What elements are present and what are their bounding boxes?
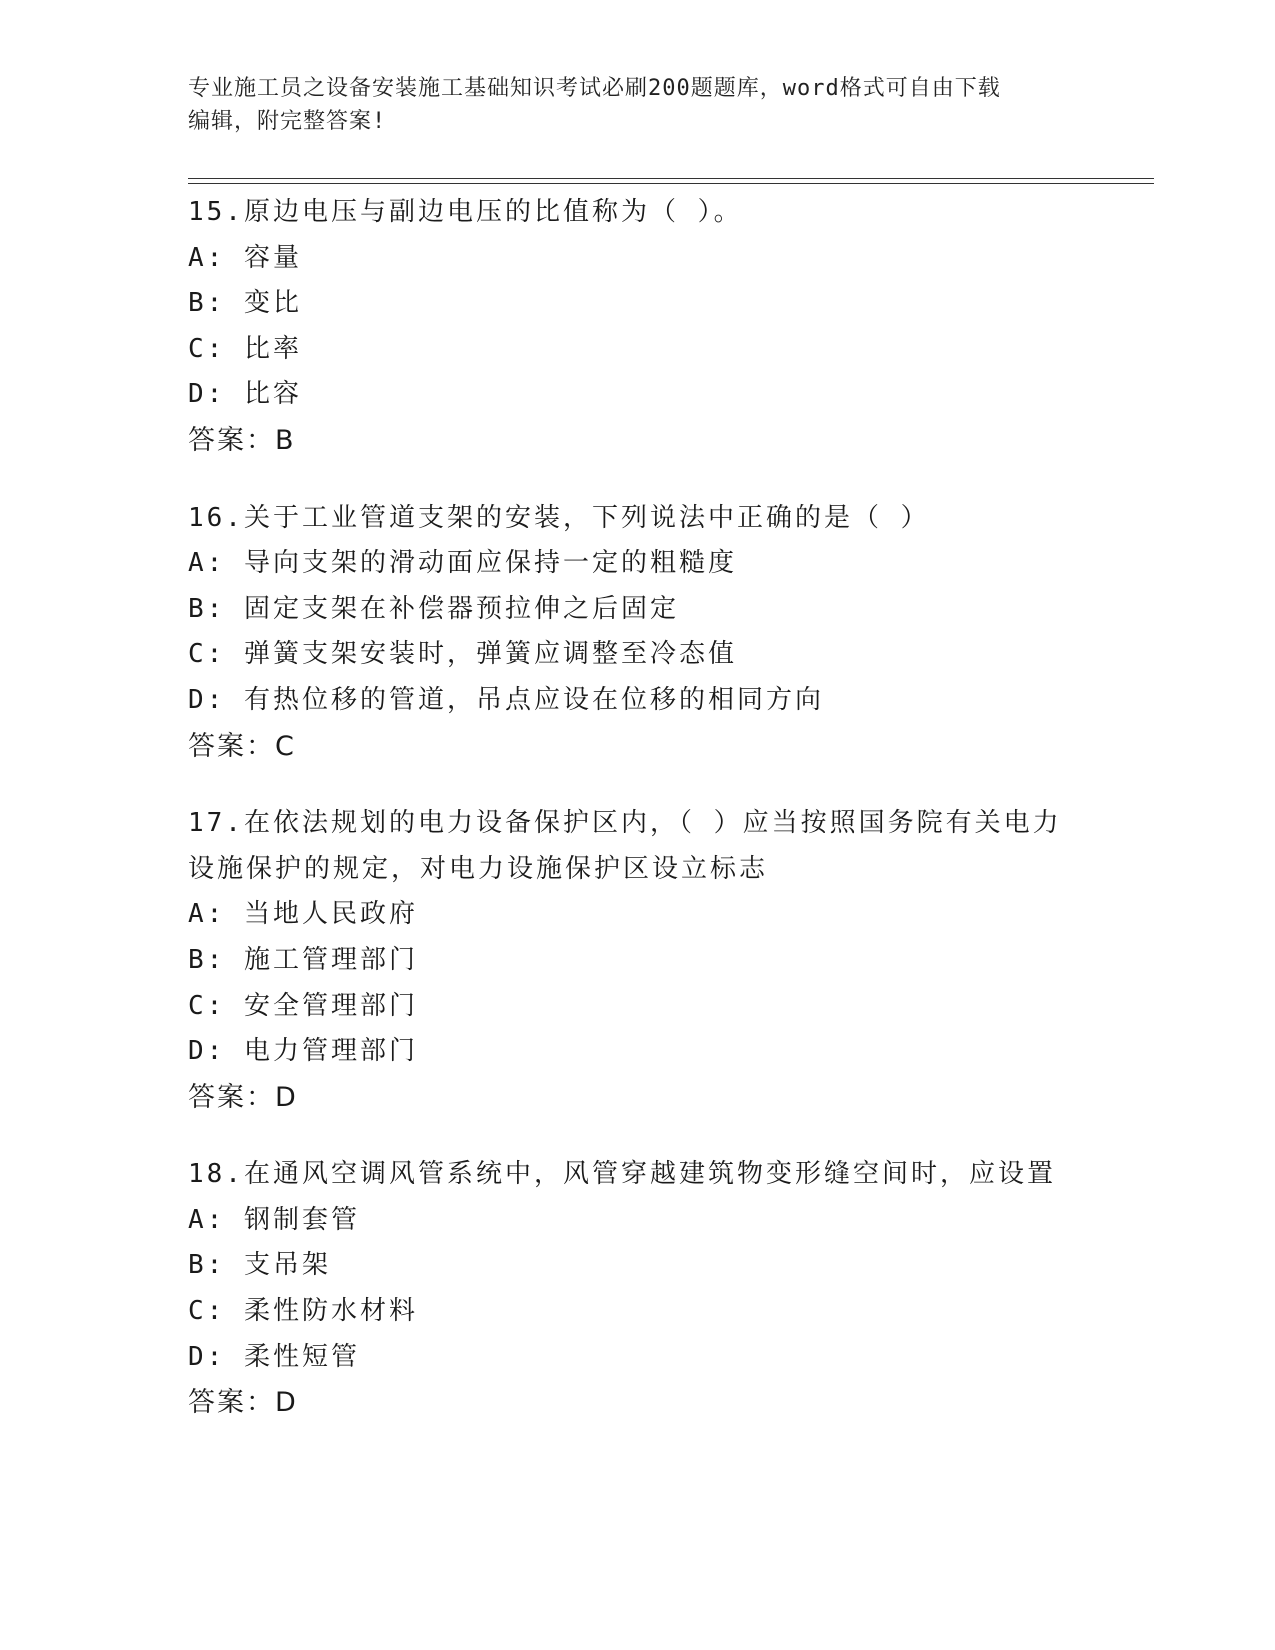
option-c: C: 柔性防水材料 xyxy=(188,1296,418,1327)
answer-line: 答案：B xyxy=(188,424,296,456)
question-16 xyxy=(188,496,1148,770)
option-b: B: 固定支架在补偿器预拉伸之后固定 xyxy=(188,593,679,624)
option-a: A: 钢制套管 xyxy=(188,1204,360,1235)
question-18 xyxy=(188,1152,1148,1426)
header-line-1: 专业施工员之设备安装施工基础知识考试必刷200题题库，word格式可自由下载 xyxy=(188,76,1001,101)
question-15 xyxy=(188,190,1148,464)
question-stem: 18.在通风空调风管系统中，风管穿越建筑物变形缝空间时，应设置 xyxy=(188,1159,1056,1190)
question-stem: 15.原边电压与副边电压的比值称为（ ）。 xyxy=(188,197,743,227)
option-c: C: 比率 xyxy=(188,333,302,364)
option-b: B: 支吊架 xyxy=(188,1250,331,1281)
header-divider-bottom xyxy=(188,183,1154,184)
answer-line: 答案：D xyxy=(188,1081,298,1113)
option-a: A: 导向支架的滑动面应保持一定的粗糙度 xyxy=(188,548,737,579)
option-d: D: 电力管理部门 xyxy=(188,1036,418,1067)
option-b: B: 变比 xyxy=(188,288,302,319)
answer-line: 答案：C xyxy=(188,730,296,762)
question-stem: 16.关于工业管道支架的安装，下列说法中正确的是（ ） xyxy=(188,502,930,533)
option-d: D: 柔性短管 xyxy=(188,1341,360,1372)
question-17 xyxy=(188,801,1148,1120)
question-stem-continued: 设施保护的规定，对电力设施保护区设立标志 xyxy=(188,853,769,884)
answer-line: 答案：D xyxy=(188,1387,298,1419)
document-header xyxy=(188,72,1088,138)
option-b: B: 施工管理部门 xyxy=(188,944,418,975)
option-d: D: 比容 xyxy=(188,379,302,410)
header-divider-top xyxy=(188,178,1154,179)
question-stem: 17.在依法规划的电力设备保护区内，（ ）应当按照国务院有关电力 xyxy=(188,808,1062,839)
option-c: C: 安全管理部门 xyxy=(188,990,418,1021)
question-list xyxy=(188,190,1148,1458)
header-line-2: 编辑，附完整答案! xyxy=(188,109,387,134)
option-d: D: 有热位移的管道，吊点应设在位移的相同方向 xyxy=(188,684,824,715)
option-c: C: 弹簧支架安装时，弹簧应调整至冷态值 xyxy=(188,639,737,670)
option-a: A: 当地人民政府 xyxy=(188,899,418,930)
option-a: A: 容量 xyxy=(188,242,302,273)
